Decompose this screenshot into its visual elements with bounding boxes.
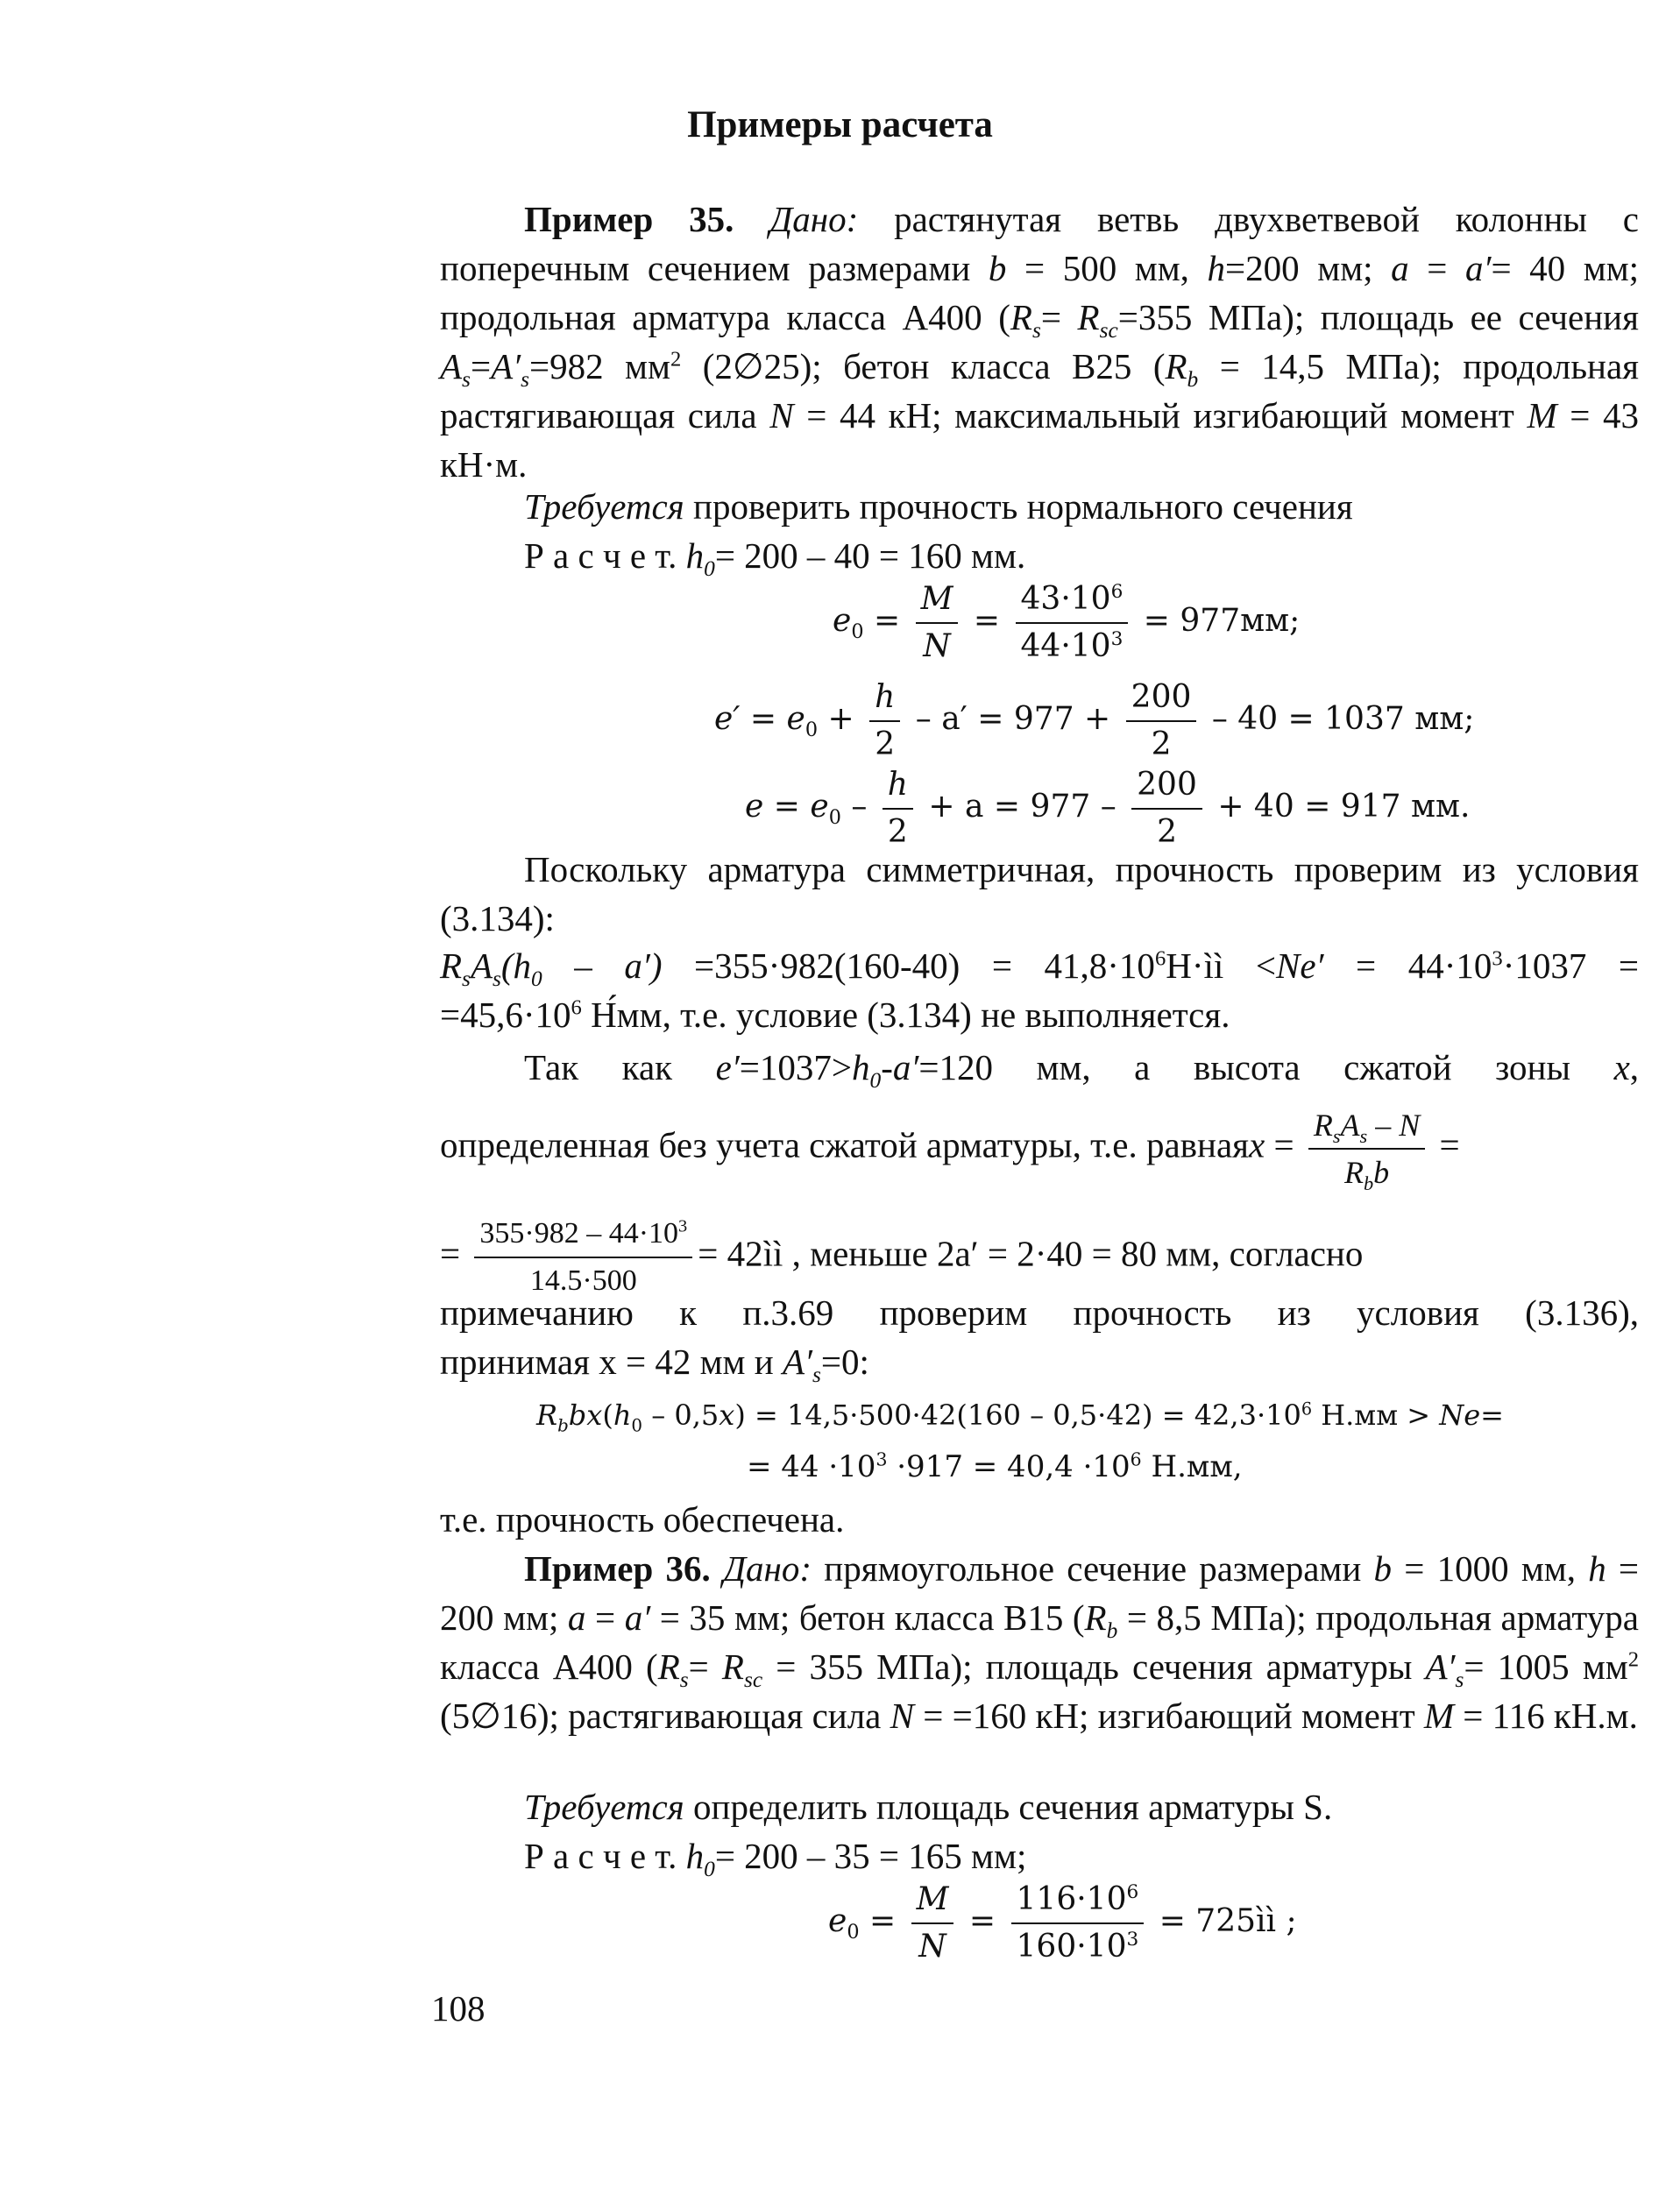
formula-ne: = $44 \cdot 10^3 \cdot 917 = 40,4 \cdot 10^6$ Н.мм, bbox=[747, 1448, 1243, 1484]
strength-ok: т.е. прочность обеспечена. bbox=[440, 1499, 845, 1540]
check-condition-result: $=45,6\cdot 10^6$ Н́мм, т.е. условие (3.134) не выполняется. bbox=[440, 995, 1230, 1035]
example-36-given: Пример 36. Дано: прямоугольное сечение размерами b = 1000 мм, h = 200 мм; a = a′ = 35 мм; бетон класса В15 ($R_b = 8,5$ МПа); продольная арматура класса А400 ($R_s= R_{sc} = 355$ МПа); площадь сечения арматуры $A'_s= 1005$ $мм^2$ (5∅16); растягивающая сила N = =160 кН; изгибающий момент M = 116 кН.м. bbox=[440, 1548, 1640, 1736]
page-number: 108 bbox=[431, 1988, 486, 2029]
required-statement-36: Требуется определить площадь сечения арматуры S. bbox=[524, 1787, 1333, 1827]
calc-h0-36: Р а с ч е т. $h_0= 200 - 35 = 165$ мм; bbox=[524, 1836, 1027, 1882]
page-title: Примеры расчета bbox=[687, 104, 993, 145]
symmetric-reinforcement-text: Поскольку арматура симметричная, прочность проверим из условия (3.134): bbox=[440, 849, 1639, 938]
calc-h0: Р а с ч е т. $h_0= 200 - 40 = 160$ мм. bbox=[524, 535, 1026, 582]
formula-rbbx: $R_bbx(h_0 - 0,5x) = 14,5\cdot 500\cdot 42(160 - 0,5\cdot 42) = 42,3\cdot 10^6$ Н.мм > Ne= bbox=[536, 1398, 1504, 1436]
formula-e0: $e_0$ = $\frac{M}{N}$ = $\frac{43\cdot 10^6}{44\cdot 10^3}$ = 977мм; bbox=[833, 577, 1300, 669]
x-value-line: = $\frac{355\cdot 982 - 44\cdot 10^3}{14.5\cdot 500}$ = 42ìì , меньше 2a′ = 2·40 = 80 мм, согласно bbox=[440, 1211, 1639, 1304]
formula-e0-36: $e_0$ = $\frac{M}{N}$ = $\frac{116\cdot 10^6}{160\cdot 10^3}$ = 725ìì ; bbox=[828, 1877, 1297, 1970]
defined-text: определенная без учета сжатой арматуры, т.е. равнаяx = $\frac{R_sA_s - N}{R_bb}$ = bbox=[440, 1102, 1639, 1195]
example-35-given: Пример 35. Дано: растянутая ветвь двухветвевой колонны с поперечным сечением размерами b = 500 мм, h=200 мм; a = a′= 40 мм; продольная арматура класса А400 ($R_s= R_{sc}=355$ МПа); площадь ее сечения $A_s=A'_s=982$ $мм^2$ (2∅25); бетон класса В25 ($R_b = 14,5$ МПа); продольная растягивающая сила N = 44 кН; максимальный изгибающий момент M = 43 кН·м. bbox=[440, 199, 1640, 485]
given-word: Дано: bbox=[769, 199, 859, 239]
example-label: Пример 36. bbox=[524, 1548, 711, 1589]
example-label: Пример 35. bbox=[524, 199, 734, 239]
since-text: Так как $e'=1037>h_0-a'=120$ мм, а высота сжатой зоны x, bbox=[524, 1047, 1640, 1094]
check-condition-line: $R_sA_s(h_0 - a') =355\cdot 982(160-40)$ = $41,8\cdot 10^6Н\cdot ìì <Ne' = 44\cdot 10^3\cdot 1037$ = bbox=[440, 945, 1640, 992]
given-word: Дано: bbox=[722, 1548, 812, 1589]
formula-eprime: $e' = e_0$ + $\frac{h}{2}$ – a′ = 977 + $\frac{200}{2}$ – 40 = 1037 мм; bbox=[714, 675, 1474, 768]
taking-text: принимая x = 42 мм и $A'_s=0$: bbox=[440, 1342, 869, 1388]
note-text: примечанию к п.3.69 проверим прочность из условия (3.136), bbox=[440, 1292, 1639, 1333]
required-statement: Требуется проверить прочность нормального сечения bbox=[524, 486, 1353, 527]
formula-e: $e = e_0$ – $\frac{h}{2}$ + a = 977 – $\frac{200}{2}$ + 40 = 917 мм. bbox=[745, 762, 1470, 855]
